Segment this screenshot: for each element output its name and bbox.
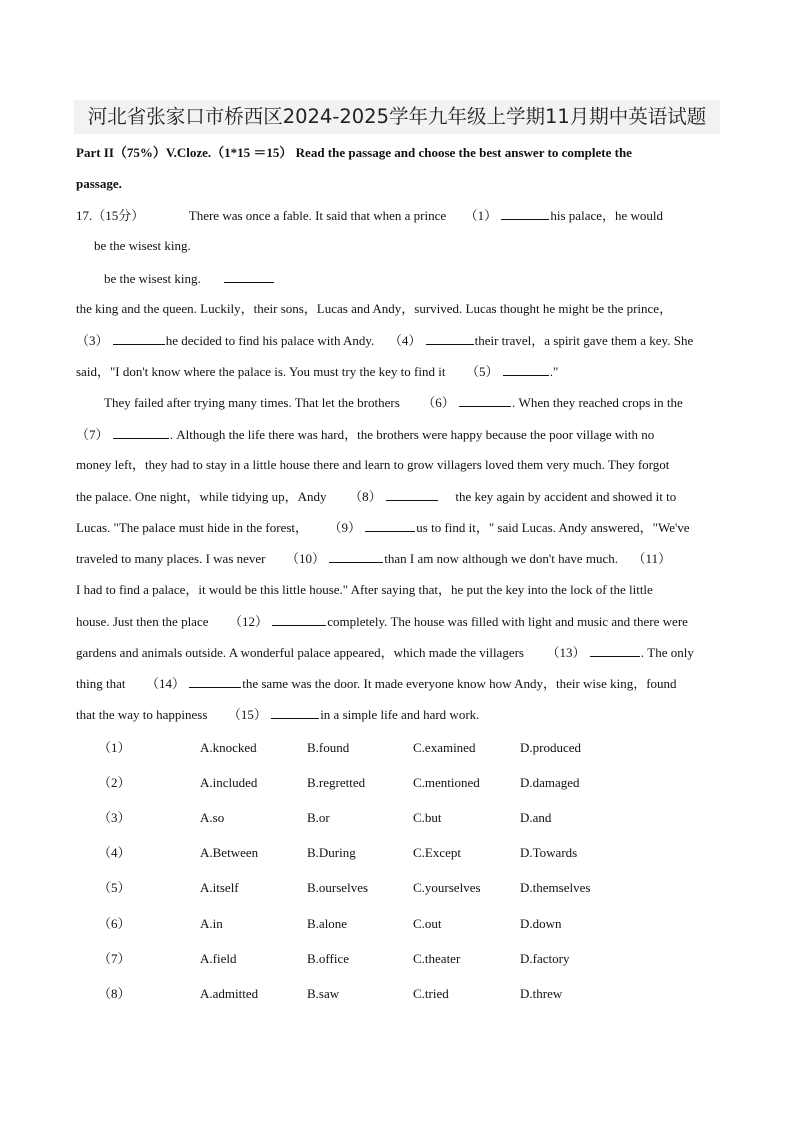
- passage-line-2: be the wisest king.: [94, 238, 191, 253]
- option-b[interactable]: B.During: [307, 845, 356, 860]
- option-c[interactable]: C.mentioned: [413, 775, 480, 790]
- option-row: [0, 775, 794, 793]
- option-b[interactable]: B.office: [307, 951, 349, 966]
- passage-text: the key again by accident and showed it to: [455, 489, 677, 504]
- option-d[interactable]: D.down: [520, 916, 562, 931]
- passage-text: his palace，he would: [550, 208, 664, 223]
- passage-text: There was once a fable. It said that when a prince: [188, 208, 447, 223]
- passage-line-6: [76, 363, 718, 380]
- option-row: [0, 916, 794, 934]
- passage-line-3: [104, 270, 718, 287]
- option-row: [0, 880, 794, 898]
- option-row: [0, 951, 794, 969]
- option-a[interactable]: A.itself: [200, 880, 239, 895]
- passage-text: their travel，a spirit gave them a key. She: [474, 333, 694, 348]
- answer-blank[interactable]: [271, 706, 319, 719]
- option-b[interactable]: B.ourselves: [307, 880, 369, 895]
- option-a[interactable]: A.Between: [200, 845, 259, 860]
- passage-text: than I am now although we don't have much.: [384, 551, 619, 566]
- passage-line-4: the king and the queen. Luckily，their sons，Lucas and Andy，survived. Lucas thought he might be the prince，: [76, 301, 673, 316]
- passage-text: thing that: [76, 676, 126, 691]
- blank-number: （14）: [145, 676, 185, 691]
- passage-text: the same was the door. It made everyone know how Andy，their wise king，found: [242, 676, 677, 691]
- blank-number: （8）: [349, 489, 382, 504]
- option-number: （6）: [98, 916, 131, 931]
- blank-number: （12）: [229, 614, 269, 629]
- passage-text: traveled to many places. I was never: [76, 551, 266, 566]
- answer-blank[interactable]: [590, 644, 640, 657]
- answer-blank[interactable]: [113, 332, 165, 345]
- option-c[interactable]: C.theater: [413, 951, 461, 966]
- blank-number: （7）: [76, 427, 109, 442]
- passage-line-10: [76, 488, 718, 505]
- option-row: [0, 740, 794, 758]
- passage-text: Lucas. "The palace must hide in the forest，: [76, 520, 309, 535]
- option-row: [0, 810, 794, 828]
- answer-blank[interactable]: [365, 519, 415, 532]
- option-c[interactable]: C.examined: [413, 740, 476, 755]
- passage-line-14: [76, 613, 718, 630]
- option-number: （8）: [98, 986, 131, 1001]
- answer-blank[interactable]: [503, 363, 549, 376]
- blank-number: （6）: [422, 395, 455, 410]
- option-number: （2）: [98, 775, 131, 790]
- part-header-line-1: Part II（75%）V.Cloze.（1*15 ＝15） Read the passage and choose the best answer to complete the: [76, 145, 632, 160]
- answer-blank[interactable]: [459, 394, 511, 407]
- passage-line-13: I had to find a palace，it would be this little house." After saying that，he put the key into the lock of the little: [76, 582, 653, 597]
- question-number: 17.（15分）: [76, 208, 145, 223]
- answer-blank[interactable]: [426, 332, 474, 345]
- passage-text: said，"I don't know where the palace is. You must try the key to find it: [76, 364, 446, 379]
- answer-blank[interactable]: [501, 207, 549, 220]
- option-c[interactable]: C.yourselves: [413, 880, 481, 895]
- passage-line-1: [76, 207, 718, 224]
- passage-line-9: money left，they had to stay in a little house there and learn to grow villagers loved them very much. They forgot: [76, 457, 670, 472]
- option-d[interactable]: D.and: [520, 810, 552, 825]
- part-header-line-2: passage.: [76, 176, 122, 191]
- option-row: [0, 986, 794, 1004]
- passage-line-16: [76, 675, 718, 692]
- answer-blank[interactable]: [329, 550, 383, 563]
- page-title: 河北省张家口市桥西区2024-2025学年九年级上学期11月期中英语试题: [74, 100, 720, 134]
- passage-line-5: [76, 332, 718, 349]
- option-number: （7）: [98, 951, 131, 966]
- blank-number: （10）: [286, 551, 326, 566]
- blank-number: （11）: [632, 551, 672, 566]
- option-b[interactable]: B.saw: [307, 986, 340, 1001]
- passage-line-8: [76, 426, 718, 443]
- option-row: [0, 845, 794, 863]
- option-b[interactable]: B.alone: [307, 916, 348, 931]
- option-number: （5）: [98, 880, 131, 895]
- option-c[interactable]: C.Except: [413, 845, 462, 860]
- passage-text: gardens and animals outside. A wonderful palace appeared，which made the villagers: [76, 645, 524, 660]
- passage-text: . Although the life there was hard，the brothers were happy because the poor village with no: [169, 427, 655, 442]
- option-d[interactable]: D.threw: [520, 986, 563, 1001]
- option-d[interactable]: D.damaged: [520, 775, 580, 790]
- passage-text: . The only: [640, 645, 694, 660]
- blank-number: （1）: [464, 208, 498, 223]
- option-b[interactable]: B.regretted: [307, 775, 366, 790]
- passage-text: completely. The house was filled with light and music and there were: [327, 614, 688, 629]
- option-number: （1）: [98, 740, 131, 755]
- passage-text: he decided to find his palace with Andy.: [165, 333, 375, 348]
- option-number: （3）: [98, 810, 131, 825]
- passage-text: be the wisest king.: [104, 271, 201, 286]
- passage-text: the palace. One night，while tidying up，Andy: [76, 489, 327, 504]
- option-c[interactable]: C.but: [413, 810, 442, 825]
- answer-blank[interactable]: [224, 270, 274, 283]
- passage-text: .": [549, 364, 559, 379]
- blank-number: （13）: [546, 645, 586, 660]
- blank-number: （3）: [76, 333, 109, 348]
- option-b[interactable]: B.found: [307, 740, 350, 755]
- option-d[interactable]: D.produced: [520, 740, 582, 755]
- option-d[interactable]: D.themselves: [520, 880, 591, 895]
- option-a[interactable]: A.in: [200, 916, 223, 931]
- passage-line-15: [76, 644, 718, 661]
- option-c[interactable]: C.tried: [413, 986, 449, 1001]
- option-a[interactable]: A.knocked: [200, 740, 257, 755]
- answer-blank[interactable]: [272, 613, 326, 626]
- passage-text: us to find it，" said Lucas. Andy answered，"We've: [416, 520, 690, 535]
- option-b[interactable]: B.or: [307, 810, 330, 825]
- option-number: （4）: [98, 845, 131, 860]
- passage-line-17: [76, 706, 718, 723]
- option-a[interactable]: A.admitted: [200, 986, 259, 1001]
- option-a[interactable]: A.field: [200, 951, 237, 966]
- passage-line-11: [76, 519, 718, 536]
- blank-number: （9）: [328, 520, 362, 535]
- passage-line-7: [104, 394, 718, 411]
- option-a[interactable]: A.so: [200, 810, 225, 825]
- option-d[interactable]: D.factory: [520, 951, 570, 966]
- blank-number: （4）: [388, 333, 422, 348]
- option-d[interactable]: D.Towards: [520, 845, 578, 860]
- passage-text: . When they reached crops in the: [512, 395, 683, 410]
- answer-blank[interactable]: [189, 675, 241, 688]
- blank-number: （15）: [227, 707, 267, 722]
- passage-line-12: [76, 550, 718, 567]
- answer-blank[interactable]: [113, 426, 169, 439]
- passage-text: in a simple life and hard work.: [320, 707, 480, 722]
- option-c[interactable]: C.out: [413, 916, 442, 931]
- passage-text: that the way to happiness: [76, 707, 208, 722]
- passage-text: They failed after trying many times. That let the brothers: [104, 395, 400, 410]
- passage-text: house. Just then the place: [76, 614, 209, 629]
- option-a[interactable]: A.included: [200, 775, 258, 790]
- answer-blank[interactable]: [386, 488, 438, 501]
- blank-number: （5）: [465, 364, 499, 379]
